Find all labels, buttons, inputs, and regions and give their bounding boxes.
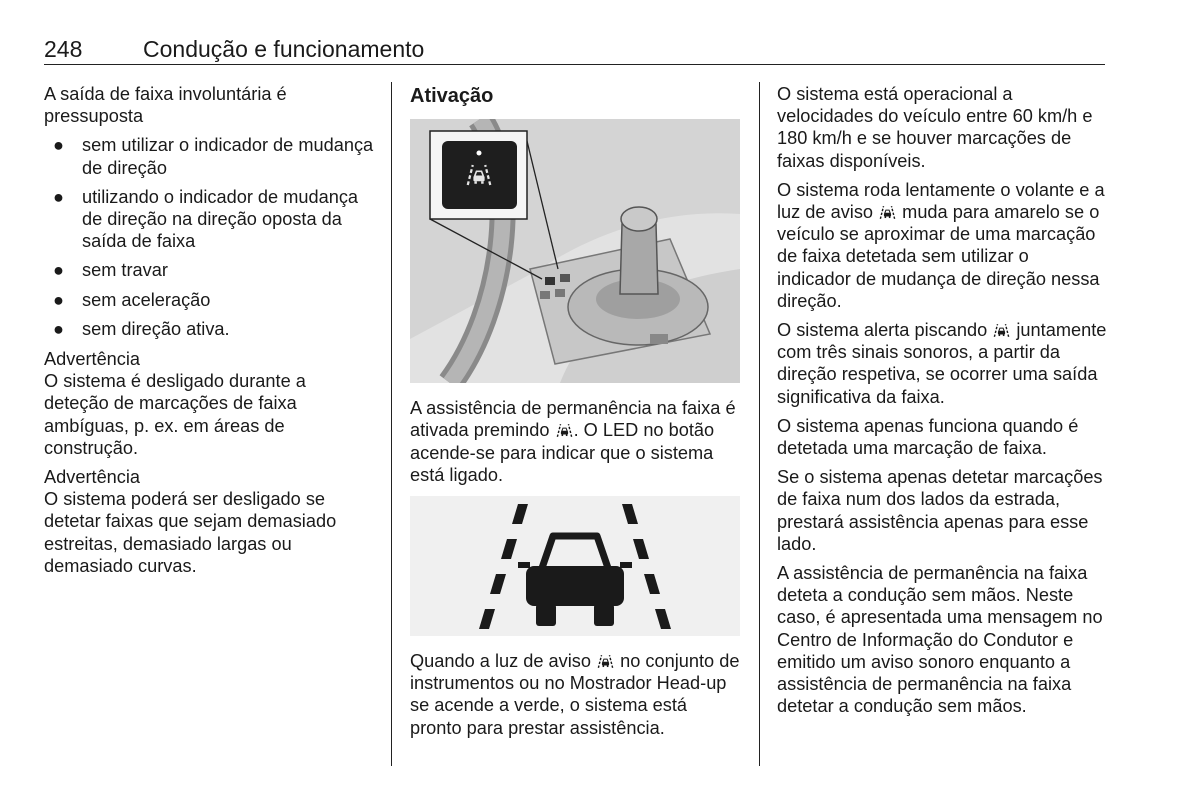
bullet-icon: ● <box>53 318 64 339</box>
gear-shift-console-illustration <box>410 119 740 383</box>
lane-keep-assist-icon <box>992 323 1011 338</box>
page-header <box>44 34 1105 65</box>
lane-keep-indicator-illustration <box>410 496 740 636</box>
paragraph: O sistema apenas funciona quando é detetada uma marcação de faixa. <box>777 415 1079 459</box>
page-number: 248 <box>44 36 83 62</box>
activation-heading: Ativação <box>410 85 494 107</box>
bullet-icon: ● <box>53 186 64 207</box>
paragraph: O sistema roda lentamente o volante e a luz de aviso muda para amarelo se o veículo se aproximar de uma marcação de faixa detetada sem utilizar o indicador de mudança de direção nessa direção. <box>777 179 1105 311</box>
warning-text: O sistema poderá ser desligado se detetar faixas que sejam demasiado estreitas, demasiado largas ou demasiado curvas. <box>44 489 337 576</box>
warning-title: Advertência <box>44 467 141 488</box>
warning-title: Advertência <box>44 349 141 370</box>
section-title: Condução e funcionamento <box>143 36 425 62</box>
list-item: ● sem direção ativa. <box>53 318 230 339</box>
intro-text: A saída de faixa involuntária é pressuposta <box>44 84 287 127</box>
list-item: ● sem utilizar o indicador de mudança de direção <box>53 135 374 178</box>
paragraph: O sistema alerta piscando juntamente com três sinais sonoros, a partir da direção respetiva, se ocorrer uma saída significativa da faixa. <box>777 320 1107 407</box>
column-right <box>777 83 1107 724</box>
bullet-icon: ● <box>53 260 64 281</box>
activation-text: A assistência de permanência na faixa é ativada premindo . O LED no botão acende-se para indicar que o sistema está ligado. <box>410 398 736 485</box>
conditions-list <box>44 134 374 340</box>
lane-keep-assist-icon <box>596 654 615 669</box>
paragraph: Se o sistema apenas detetar marcações de faixa num dos lados da estrada, prestará assistência apenas para esse lado. <box>777 467 1103 554</box>
column-left <box>44 83 374 584</box>
column-middle <box>410 83 740 746</box>
list-item: ● utilizando o indicador de mudança de direção na direção oposta da saída de faixa <box>53 186 359 252</box>
list-item: ● sem travar <box>53 260 168 281</box>
column-divider <box>759 82 760 766</box>
paragraph: O sistema está operacional a velocidades do veículo entre 60 km/h e 180 km/h e se houver marcações de faixas disponíveis. <box>777 84 1093 171</box>
indicator-text: Quando a luz de aviso no conjunto de instrumentos ou no Mostrador Head-up se acende a verde, o sistema está pronto para prestar assistência. <box>410 651 740 738</box>
warning-text: O sistema é desligado durante a deteção de marcações de faixa ambíguas, p. ex. em áreas de construção. <box>44 371 306 458</box>
list-item: ● sem aceleração <box>53 289 211 310</box>
paragraph: A assistência de permanência na faixa deteta a condução sem mãos. Neste caso, é apresentada uma mensagem no Centro de Informação do Condutor e emitido um aviso sonoro enquanto a assistência de permanência na faixa detetar a condução sem mãos. <box>777 563 1103 717</box>
column-divider <box>391 82 392 766</box>
bullet-icon: ● <box>53 289 64 310</box>
lane-keep-assist-icon <box>878 205 897 220</box>
lane-keep-assist-icon <box>555 423 574 438</box>
bullet-icon: ● <box>53 135 64 156</box>
